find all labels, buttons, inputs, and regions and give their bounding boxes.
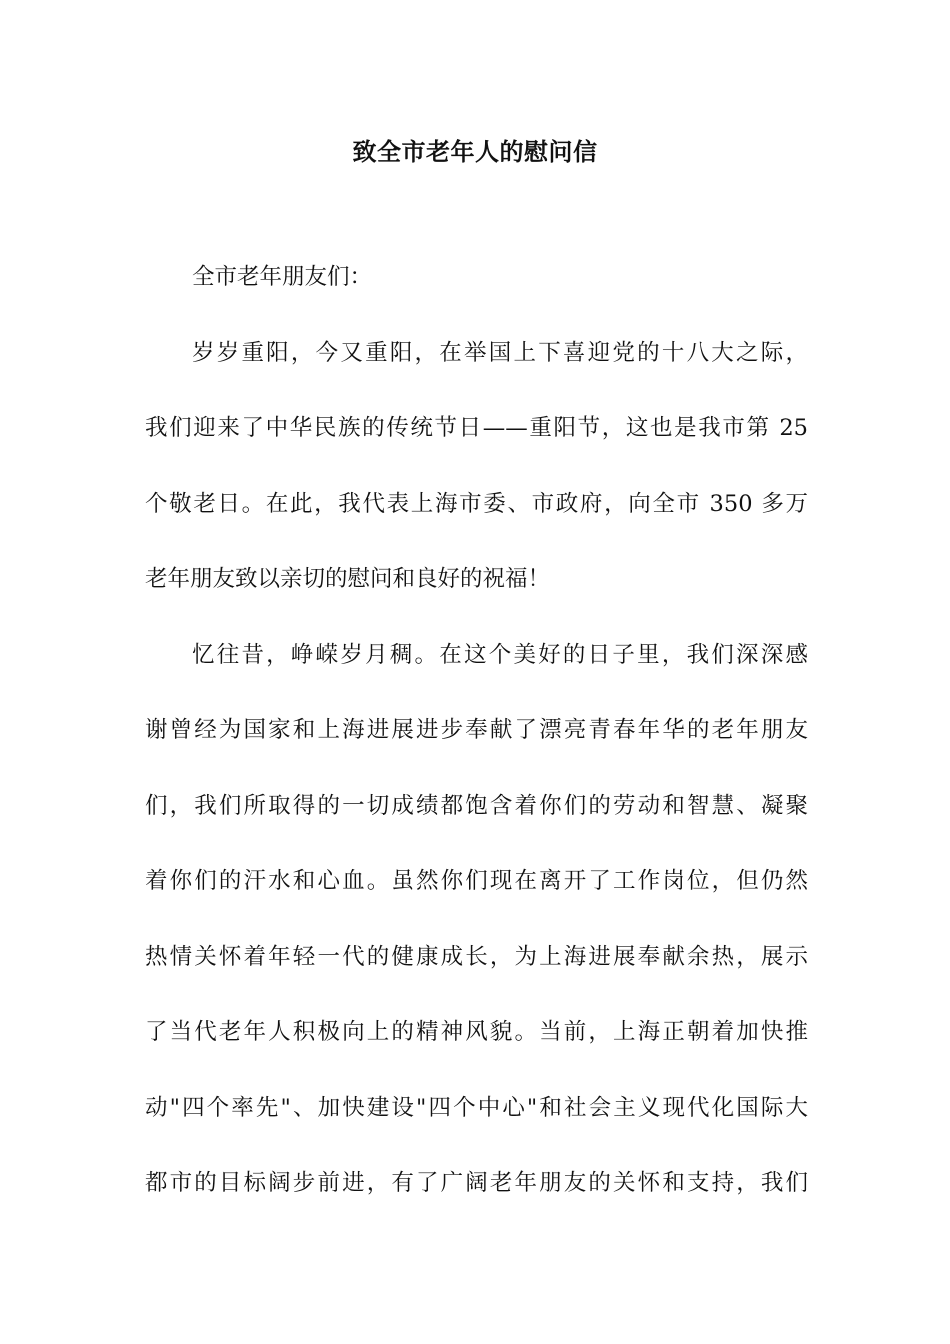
body-line: 忆往昔，峥嵘岁月稠。在这个美好的日子里，我们深深感 (192, 641, 808, 668)
body-line: 个敬老日。在此，我代表上海市委、市政府，向全市 350 多万 (145, 490, 808, 517)
body-line: 谢曾经为国家和上海进展进步奉献了漂亮青春年华的老年朋友 (145, 717, 808, 743)
body-line: 们，我们所取得的一切成绩都饱含着你们的劳动和智慧、凝聚 (145, 792, 808, 819)
body-line: 我们迎来了中华民族的传统节日——重阳节，这也是我市第 25 (145, 415, 808, 441)
document-title: 致全市老年人的慰问信 (352, 137, 598, 166)
body-line: 了当代老年人积极向上的精神风貌。当前，上海正朝着加快推 (145, 1019, 808, 1045)
body-line: 老年朋友致以亲切的慰问和良好的祝福！ (145, 566, 551, 592)
body-line: 着你们的汗水和心血。虽然你们现在离开了工作岗位，但仍然 (145, 868, 808, 894)
body-line: 都市的目标阔步前进，有了广阔老年朋友的关怀和支持，我们 (145, 1170, 808, 1196)
body-line: 岁岁重阳，今又重阳，在举国上下喜迎党的十八大之际， (192, 339, 808, 366)
body-line: 热情关怀着年轻一代的健康成长，为上海进展奉献余热，展示 (145, 943, 808, 970)
letter-body (145, 254, 808, 1236)
salutation-line: 全市老年朋友们： (192, 264, 373, 290)
body-line: 动"四个率先"、加快建设"四个中心"和社会主义现代化国际大 (145, 1094, 808, 1121)
